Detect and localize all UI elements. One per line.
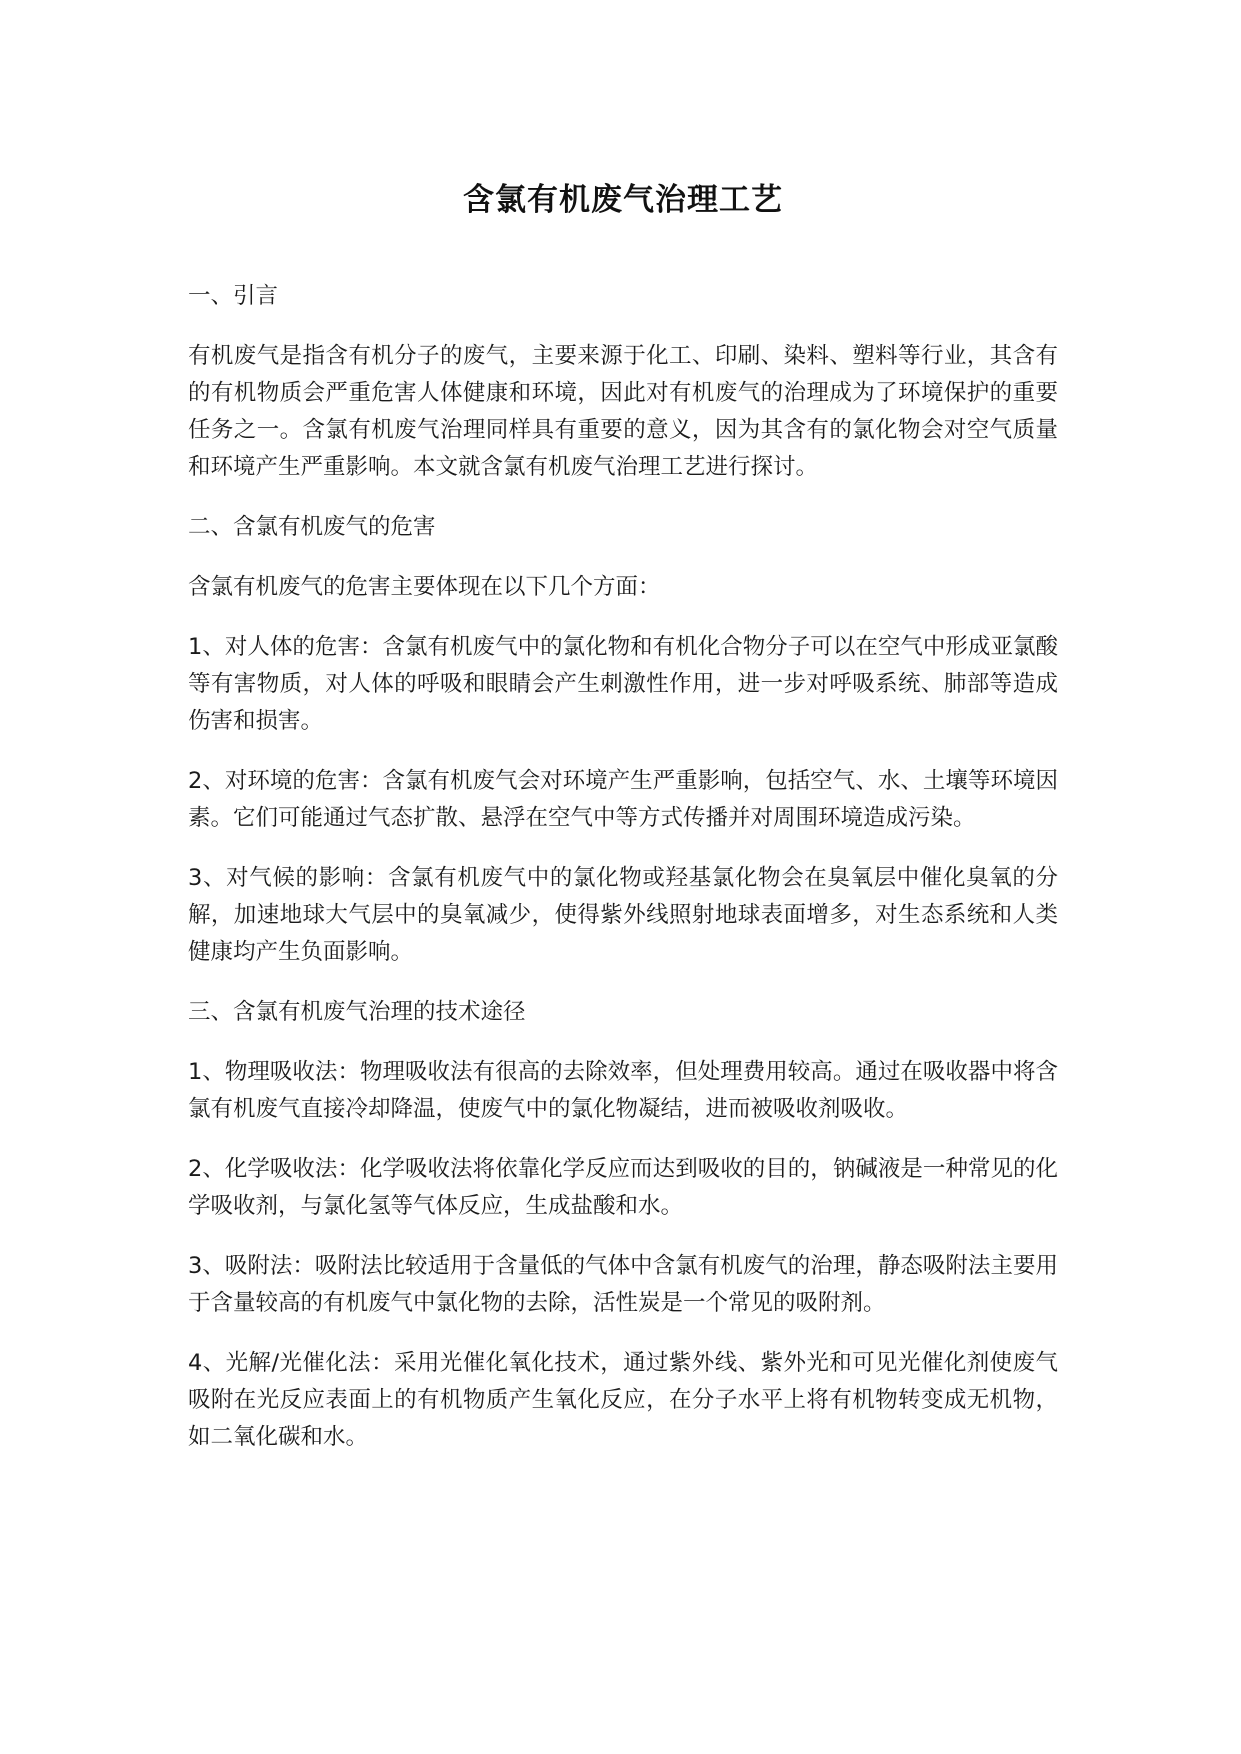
section-treatment-methods — [188, 994, 1058, 1456]
paragraph: 2、化学吸收法：化学吸收法将依靠化学反应而达到吸收的目的，钠碱液是一种常见的化学吸收剂，与氯化氢等气体反应，生成盐酸和水。 — [188, 1156, 1058, 1219]
paragraph: 2、对环境的危害：含氯有机废气会对环境产生严重影响，包括空气、水、土壤等环境因素。它们可能通过气态扩散、悬浮在空气中等方式传播并对周围环境造成污染。 — [188, 768, 1058, 831]
paragraph: 1、对人体的危害：含氯有机废气中的氯化物和有机化合物分子可以在空气中形成亚氯酸等有害物质，对人体的呼吸和眼睛会产生刺激性作用，进一步对呼吸系统、肺部等造成伤害和损害。 — [188, 634, 1058, 734]
document-title: 含氯有机废气治理工艺 — [463, 182, 783, 218]
paragraph: 含氯有机废气的危害主要体现在以下几个方面： — [188, 574, 661, 600]
section-hazards — [188, 509, 1058, 971]
paragraph: 3、吸附法：吸附法比较适用于含量低的气体中含氯有机废气的治理，静态吸附法主要用于含量较高的有机废气中氯化物的去除，活性炭是一个常见的吸附剂。 — [188, 1253, 1058, 1316]
section-heading: 一、引言 — [188, 283, 279, 309]
document-content — [188, 176, 1058, 1479]
document-body — [188, 278, 1058, 1456]
section-heading: 二、含氯有机废气的危害 — [188, 514, 436, 540]
section-introduction — [188, 278, 1058, 486]
paragraph: 3、对气候的影响：含氯有机废气中的氯化物或羟基氯化物会在臭氧层中催化臭氧的分解，加速地球大气层中的臭氧减少，使得紫外线照射地球表面增多，对生态系统和人类健康均产生负面影响。 — [188, 865, 1058, 965]
paragraph: 1、物理吸收法：物理吸收法有很高的去除效率，但处理费用较高。通过在吸收器中将含氯有机废气直接冷却降温，使废气中的氯化物凝结，进而被吸收剂吸收。 — [188, 1059, 1058, 1122]
section-heading: 三、含氯有机废气治理的技术途径 — [188, 999, 526, 1025]
paragraph: 有机废气是指含有机分子的废气，主要来源于化工、印刷、染料、塑料等行业，其含有的有机物质会严重危害人体健康和环境，因此对有机废气的治理成为了环境保护的重要任务之一。含氯有机废气治理同样具有重要的意义，因为其含有的氯化物会对空气质量和环境产生严重影响。本文就含氯有机废气治理工艺进行探讨。 — [188, 343, 1058, 480]
paragraph: 4、光解/光催化法：采用光催化氧化技术，通过紫外线、紫外光和可见光催化剂使废气吸附在光反应表面上的有机物质产生氧化反应，在分子水平上将有机物转变成无机物，如二氧化碳和水。 — [188, 1350, 1058, 1450]
